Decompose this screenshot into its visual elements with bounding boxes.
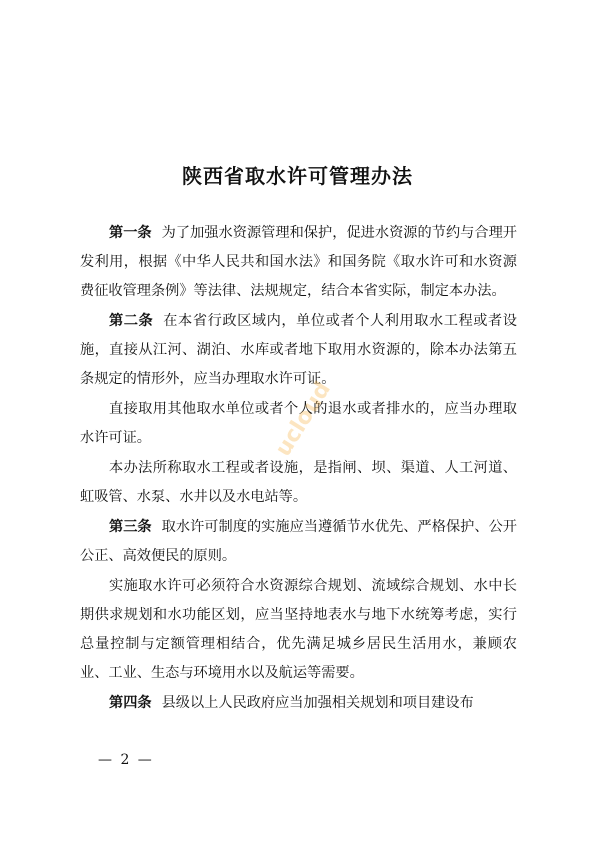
document-title: 陕西省取水许可管理办法 [182, 164, 413, 188]
article-label: 第三条 [109, 519, 152, 535]
paragraph-6 [80, 572, 517, 688]
paragraph-text: 直接取用其他取水单位或者个人的退水或者排水的，应当办理取水许可证。 [80, 401, 517, 446]
paragraph-text: 县级以上人民政府应当加强相关规划和项目建设布 [161, 695, 474, 711]
paragraph-text: 在本省行政区域内，单位或者个人利用取水工程或者设施，直接从江河、湖泊、水库或者地下取用水资源的，除本办法第五条规定的情形外，应当办理取水许可证。 [80, 313, 517, 387]
paragraph-7 [80, 689, 517, 718]
article-label: 第二条 [109, 313, 154, 329]
article-label: 第一条 [109, 225, 152, 241]
document-body [80, 219, 517, 719]
paragraph-3 [80, 395, 517, 453]
paragraph-text: 实施取水许可必须符合水资源综合规划、流域综合规划、水中长期供求规划和水功能区划，应当坚持地表水与地下水统筹考虑，实行总量控制与定额管理相结合，优先满足城乡居民生活用水，兼顾农业、工业、生态与环境用水以及航运等需要。 [80, 578, 517, 681]
paragraph-text: 本办法所称取水工程或者设施，是指闸、坝、渠道、人工河道、虹吸管、水泵、水井以及水电站等。 [80, 460, 517, 505]
paragraph-1 [80, 219, 517, 306]
paragraph-2 [80, 307, 517, 394]
paragraph-5 [80, 513, 517, 571]
article-label: 第四条 [109, 695, 152, 711]
svg-text:ucloud: ucloud [270, 377, 336, 461]
page-number: — 2 — [98, 752, 154, 768]
paragraph-text: 取水许可制度的实施应当遵循节水优先、严格保护、公开公正、高效便民的原则。 [80, 519, 517, 564]
paragraph-4 [80, 454, 517, 512]
paragraph-text: 为了加强水资源管理和保护，促进水资源的节约与合理开发利用，根据《中华人民共和国水法》和国务院《取水许可和水资源费征收管理条例》等法律、法规规定，结合本省实际，制定本办法。 [80, 225, 517, 299]
